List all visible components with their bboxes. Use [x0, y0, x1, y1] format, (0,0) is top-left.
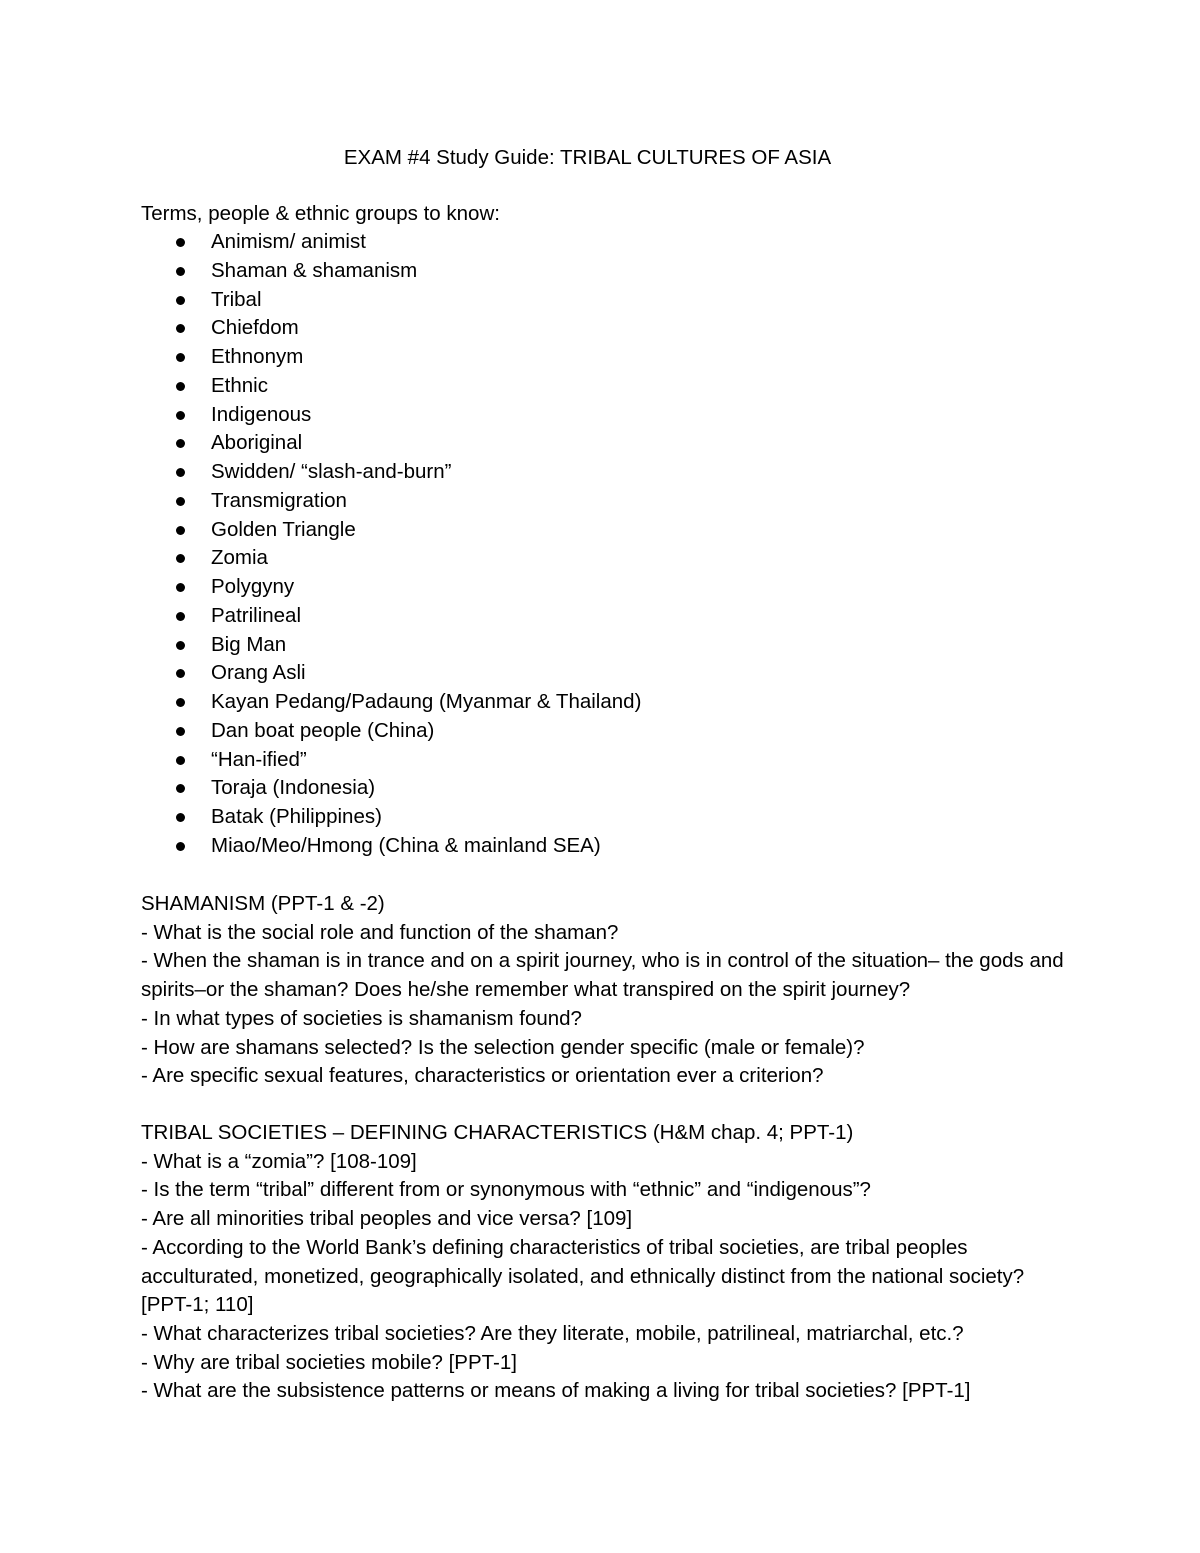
- terms-heading: [141, 200, 1081, 229]
- terms-heading-text: Terms, people & ethnic groups to know:: [141, 202, 500, 225]
- bullet-icon: [176, 698, 185, 707]
- list-item: [141, 257, 1041, 286]
- tribal-societies-section: [141, 1119, 1081, 1406]
- bullet-icon: [176, 641, 185, 650]
- list-item: [141, 516, 1041, 545]
- tribal-societies-heading: TRIBAL SOCIETIES – DEFINING CHARACTERISTICS (H&M chap. 4; PPT-1): [141, 1121, 854, 1144]
- list-item: [141, 544, 1041, 573]
- bullet-icon: [176, 784, 185, 793]
- bullet-icon: [176, 296, 185, 305]
- term-text: Dan boat people (China): [211, 718, 435, 742]
- bullet-icon: [176, 497, 185, 506]
- term-text: Tribal: [211, 287, 262, 311]
- term-text: Polygyny: [211, 575, 295, 598]
- term-text: Indigenous: [211, 402, 312, 426]
- shamanism-question: - What is the social role and function of the shaman?: [141, 920, 619, 944]
- list-item: [141, 746, 1041, 775]
- list-item: [141, 602, 1041, 631]
- shamanism-question: - In what types of societies is shamanism found?: [141, 1006, 582, 1030]
- tribal-question: - According to the World Bank’s defining characteristics of tribal societies, are tribal peoples acculturated, monetized, geographically isolated, and ethnically distinct from the national society? [PPT-1; 110]: [141, 1235, 1025, 1317]
- bullet-icon: [176, 411, 185, 420]
- term-text: Zomia: [211, 546, 268, 570]
- shamanism-heading: SHAMANISM (PPT-1 & -2): [141, 892, 385, 915]
- list-item: [141, 458, 1041, 487]
- shamanism-question: - How are shamans selected? Is the selection gender specific (male or female)?: [141, 1035, 865, 1059]
- term-text: “Han-ified”: [211, 747, 307, 771]
- bullet-icon: [176, 468, 185, 477]
- list-item: [141, 774, 1041, 803]
- bullet-icon: [176, 526, 185, 535]
- term-text: Miao/Meo/Hmong (China & mainland SEA): [211, 833, 601, 857]
- term-text: Transmigration: [211, 488, 347, 512]
- tribal-question: - Is the term “tribal” different from or synonymous with “ethnic” and “indigenous”?: [141, 1178, 871, 1202]
- term-text: Swidden/ “slash-and-burn”: [211, 460, 452, 483]
- bullet-icon: [176, 238, 185, 247]
- bullet-icon: [176, 382, 185, 391]
- shamanism-question: - When the shaman is in trance and on a spirit journey, who is in control of the situation– the gods and spirits–or the shaman? Does he/she remember what transpired on the spirit journey?: [141, 949, 1064, 1002]
- list-item: [141, 573, 1041, 602]
- list-item: [141, 286, 1041, 315]
- tribal-question: - Why are tribal societies mobile? [PPT-1]: [141, 1350, 517, 1374]
- term-text: Ethnic: [211, 373, 268, 397]
- list-item: [141, 429, 1041, 458]
- list-item: [141, 688, 1041, 717]
- terms-list: [141, 228, 1041, 861]
- bullet-icon: [176, 554, 185, 563]
- bullet-icon: [176, 756, 185, 765]
- term-text: Shaman & shamanism: [211, 258, 418, 282]
- term-text: Chiefdom: [211, 316, 299, 340]
- list-item: [141, 659, 1041, 688]
- term-text: Ethnonym: [211, 345, 304, 368]
- bullet-icon: [176, 612, 185, 621]
- term-text: Big Man: [211, 632, 287, 656]
- term-text: Animism/ animist: [211, 230, 366, 253]
- tribal-question: - What are the subsistence patterns or means of making a living for tribal societies? [PPT-1]: [141, 1379, 971, 1403]
- bullet-icon: [176, 324, 185, 333]
- list-item: [141, 314, 1041, 343]
- term-text: Toraja (Indonesia): [211, 776, 376, 800]
- term-text: Patrilineal: [211, 603, 302, 627]
- term-text: Aboriginal: [211, 431, 303, 455]
- term-text: Golden Triangle: [211, 517, 356, 541]
- list-item: [141, 372, 1041, 401]
- list-item: [141, 631, 1041, 660]
- bullet-icon: [176, 439, 185, 448]
- list-item: [141, 343, 1041, 372]
- bullet-icon: [176, 669, 185, 678]
- tribal-question: - What characterizes tribal societies? Are they literate, mobile, patrilineal, matriarchal, etc.?: [141, 1321, 964, 1345]
- list-item: [141, 228, 1041, 257]
- bullet-icon: [176, 842, 185, 851]
- list-item: [141, 487, 1041, 516]
- list-item: [141, 401, 1041, 430]
- bullet-icon: [176, 267, 185, 276]
- bullet-icon: [176, 353, 185, 362]
- bullet-icon: [176, 727, 185, 736]
- bullet-icon: [176, 583, 185, 592]
- shamanism-section: [141, 890, 1081, 1091]
- term-text: Batak (Philippines): [211, 805, 382, 828]
- list-item: [141, 717, 1041, 746]
- term-text: Kayan Pedang/Padaung (Myanmar & Thailand): [211, 690, 642, 713]
- bullet-icon: [176, 813, 185, 822]
- tribal-question: - What is a “zomia”? [108-109]: [141, 1149, 417, 1173]
- list-item: [141, 803, 1041, 832]
- shamanism-question: - Are specific sexual features, characteristics or orientation ever a criterion?: [141, 1064, 824, 1088]
- term-text: Orang Asli: [211, 661, 306, 685]
- tribal-question: - Are all minorities tribal peoples and vice versa? [109]: [141, 1207, 633, 1231]
- document-title: EXAM #4 Study Guide: TRIBAL CULTURES OF ASIA: [343, 146, 832, 169]
- list-item: [141, 832, 1041, 861]
